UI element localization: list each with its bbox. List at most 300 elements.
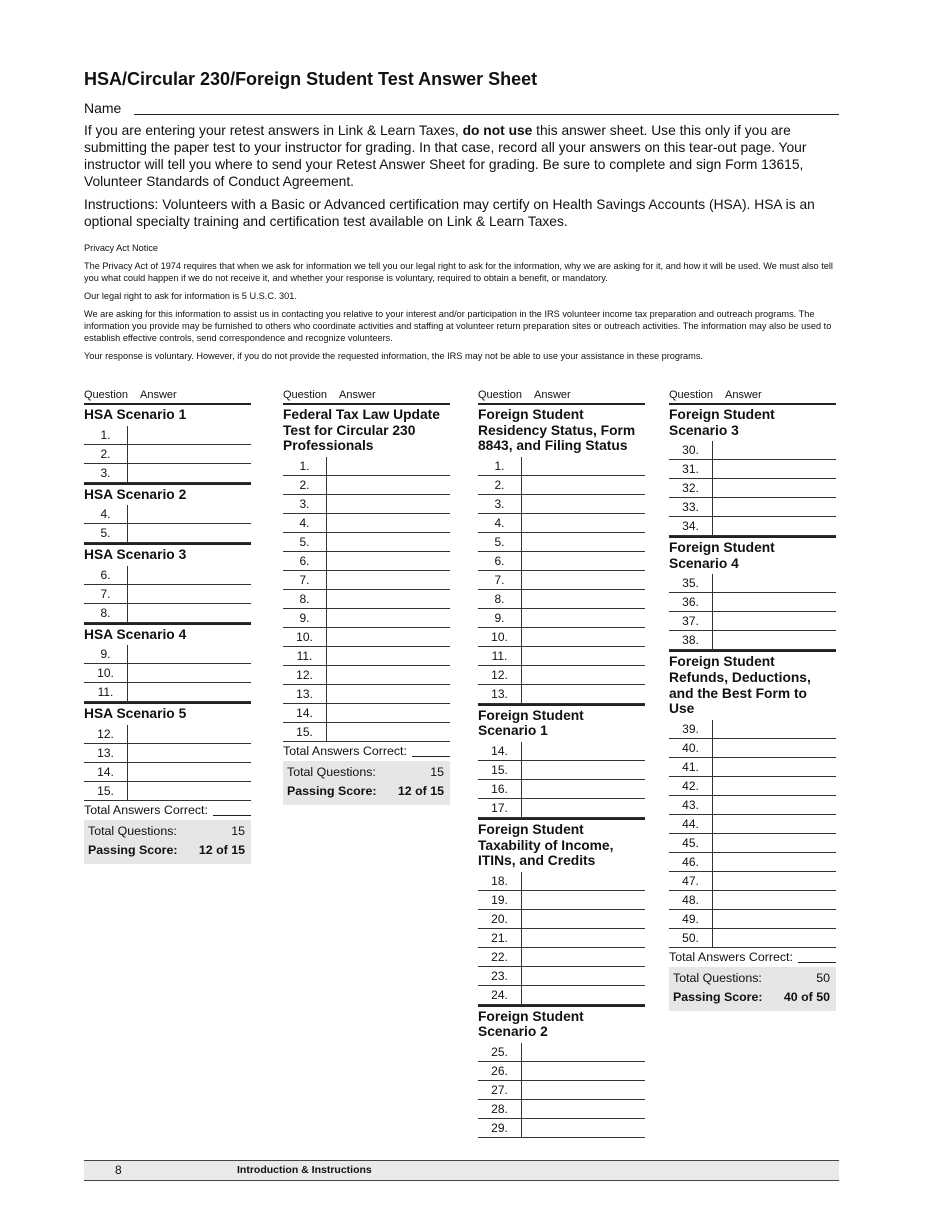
question-number: 8.: [84, 604, 128, 622]
answer-field[interactable]: [327, 552, 450, 570]
answer-row: [478, 1100, 645, 1119]
answer-field[interactable]: [713, 460, 836, 478]
answer-field[interactable]: [522, 457, 645, 475]
question-number: 12.: [84, 725, 128, 743]
answer-field[interactable]: [522, 929, 645, 947]
answer-field[interactable]: [713, 758, 836, 776]
question-number: 24.: [478, 986, 522, 1004]
answer-row: [669, 498, 836, 517]
question-number: 31.: [669, 460, 713, 478]
question-number: 4.: [283, 514, 327, 532]
question-number: 16.: [478, 780, 522, 798]
answer-field[interactable]: [522, 590, 645, 608]
answer-row: [478, 495, 645, 514]
answer-row: [84, 763, 251, 782]
answer-field[interactable]: [522, 685, 645, 703]
answer-field[interactable]: [327, 514, 450, 532]
answer-row: [478, 967, 645, 986]
answer-row: [478, 647, 645, 666]
answer-row: [478, 666, 645, 685]
question-number: 48.: [669, 891, 713, 909]
answer-row: [283, 495, 450, 514]
privacy-act-notice: [84, 242, 839, 368]
passing-score: [673, 988, 830, 1008]
question-number: 7.: [478, 571, 522, 589]
question-number: 1.: [283, 457, 327, 475]
passing-score-label: Passing Score:: [673, 990, 763, 1005]
answer-row: [84, 505, 251, 524]
answer-field[interactable]: [713, 631, 836, 649]
answer-field[interactable]: [128, 725, 251, 743]
answer-row: [84, 604, 251, 623]
answer-field[interactable]: [128, 445, 251, 463]
answer-field[interactable]: [128, 524, 251, 542]
answer-header: Answer: [339, 389, 376, 401]
question-number: 13.: [84, 744, 128, 762]
total-answers-correct-field[interactable]: [798, 962, 836, 963]
question-number: 36.: [669, 593, 713, 611]
answer-row: [84, 782, 251, 801]
section-title: Foreign Student Scenario 2: [478, 1008, 584, 1040]
answer-row: [478, 609, 645, 628]
question-number: 11.: [84, 683, 128, 701]
question-number: 5.: [283, 533, 327, 551]
answer-field[interactable]: [128, 464, 251, 482]
answer-section: [84, 702, 251, 801]
answer-field[interactable]: [522, 1043, 645, 1061]
privacy-paragraph: We are asking for this information to assist us in contacting you relative to your interest and/or participation in the IRS volunteer income tax preparation and outreach programs. The information you provide may be furnished to others who coordinate activities and staffing at volunteer return preparation sites or outreach activities. The information may also be used to establish effective controls, send correspondence and recognize volunteers.: [84, 309, 832, 343]
answer-field[interactable]: [713, 929, 836, 947]
answer-field[interactable]: [522, 910, 645, 928]
question-number: 19.: [478, 891, 522, 909]
total-answers-correct-label: Total Answers Correct:: [84, 802, 208, 817]
privacy-paragraph: The Privacy Act of 1974 requires that when we ask for information we tell you our legal right to ask for the information, why we are asking for it, and how it will be used. We must also tell you what could happen if we do not receive it, and whether your response is voluntary, required to obtain a benefit, or mandatory.: [84, 261, 833, 283]
answer-field[interactable]: [713, 815, 836, 833]
question-number: 27.: [478, 1081, 522, 1099]
answer-row: [478, 571, 645, 590]
question-number: 7.: [84, 585, 128, 603]
question-number: 45.: [669, 834, 713, 852]
name-field[interactable]: [134, 114, 839, 115]
section-title: Foreign Student Refunds, Deductions, and the Best Form to Use: [669, 654, 811, 717]
question-number: 6.: [283, 552, 327, 570]
answer-section: [84, 483, 251, 544]
section-title: Foreign Student Scenario 1: [478, 707, 584, 739]
answer-field[interactable]: [713, 441, 836, 459]
answer-field[interactable]: [713, 574, 836, 592]
answer-column-foreign-student-2: [669, 388, 836, 1011]
passing-score-label: Passing Score:: [88, 843, 178, 858]
question-number: 12.: [478, 666, 522, 684]
answer-row: [478, 799, 645, 818]
section-title: HSA Scenario 4: [84, 626, 187, 642]
answer-row: [669, 574, 836, 593]
answer-row: [283, 552, 450, 571]
question-number: 10.: [84, 664, 128, 682]
answer-row: [84, 426, 251, 445]
question-number: 8.: [283, 590, 327, 608]
answer-row: [283, 457, 450, 476]
question-number: 38.: [669, 631, 713, 649]
question-number: 22.: [478, 948, 522, 966]
question-header: Question: [84, 389, 129, 401]
answer-field[interactable]: [327, 571, 450, 589]
question-number: 1.: [84, 426, 128, 444]
instructions-paragraph: Instructions: Volunteers with a Basic or Advanced certification may certify on Health Savings Accounts (HSA). HSA is an optional specialty training and certification test available on Link & Learn Taxes.: [84, 197, 815, 229]
question-number: 34.: [669, 517, 713, 535]
answer-row: [478, 742, 645, 761]
answer-row: [669, 834, 836, 853]
answer-field[interactable]: [522, 780, 645, 798]
answer-row: [84, 725, 251, 744]
answer-row: [669, 460, 836, 479]
intro-text-end: this answer sheet. Use this only if you are submitting the paper test to your instructor for grading. In that case, record all your answers on this tear-out page. Your instructor will tell you where to send your Retest Answer Sheet for grading. Be sure to complete and sign Form 13615, Volunteer Standards of Conduct Agreement.: [84, 123, 807, 189]
total-questions: [673, 969, 830, 989]
question-number: 37.: [669, 612, 713, 630]
question-number: 15.: [478, 761, 522, 779]
question-number: 41.: [669, 758, 713, 776]
answer-field[interactable]: [713, 612, 836, 630]
question-number: 7.: [283, 571, 327, 589]
column-header: [478, 388, 645, 405]
answer-header: Answer: [140, 389, 177, 401]
answer-row: [283, 723, 450, 742]
answer-field[interactable]: [713, 910, 836, 928]
total-questions-value: 15: [430, 764, 444, 779]
answer-field[interactable]: [128, 604, 251, 622]
answer-row: [84, 524, 251, 543]
answer-field[interactable]: [713, 720, 836, 738]
question-number: 3.: [283, 495, 327, 513]
answer-field[interactable]: [522, 571, 645, 589]
question-number: 50.: [669, 929, 713, 947]
total-questions: [88, 822, 245, 842]
answer-header: Answer: [725, 389, 762, 401]
question-number: 8.: [478, 590, 522, 608]
answer-field[interactable]: [522, 986, 645, 1004]
question-number: 40.: [669, 739, 713, 757]
question-number: 9.: [478, 609, 522, 627]
total-answers-correct: [84, 801, 251, 820]
answer-field[interactable]: [522, 872, 645, 890]
answer-field[interactable]: [327, 628, 450, 646]
answer-field[interactable]: [522, 476, 645, 494]
answer-row: [478, 1062, 645, 1081]
answer-field[interactable]: [522, 1081, 645, 1099]
answer-row: [84, 744, 251, 763]
answer-row: [283, 476, 450, 495]
answer-field[interactable]: [327, 533, 450, 551]
question-number: 42.: [669, 777, 713, 795]
answer-row: [283, 628, 450, 647]
answer-field[interactable]: [522, 552, 645, 570]
column-header: [669, 388, 836, 405]
answer-row: [669, 517, 836, 536]
answer-field[interactable]: [128, 683, 251, 701]
answer-row: [669, 777, 836, 796]
answer-field[interactable]: [128, 566, 251, 584]
answer-row: [283, 514, 450, 533]
column-header: [84, 388, 251, 405]
answer-row: [84, 664, 251, 683]
question-number: 1.: [478, 457, 522, 475]
question-number: 25.: [478, 1043, 522, 1061]
answer-row: [669, 929, 836, 948]
answer-field[interactable]: [327, 476, 450, 494]
question-number: 5.: [478, 533, 522, 551]
total-questions-value: 15: [231, 823, 245, 838]
answer-row: [478, 986, 645, 1005]
answer-field[interactable]: [128, 664, 251, 682]
answer-section: [478, 1005, 645, 1138]
section-title: Foreign Student Scenario 4: [669, 540, 775, 571]
answer-row: [84, 445, 251, 464]
answer-row: [283, 647, 450, 666]
question-number: 13.: [478, 685, 522, 703]
passing-score: [88, 841, 245, 861]
question-number: 39.: [669, 720, 713, 738]
answer-row: [478, 1081, 645, 1100]
question-header: Question: [478, 389, 523, 401]
answer-row: [669, 910, 836, 929]
answer-field[interactable]: [128, 585, 251, 603]
question-number: 17.: [478, 799, 522, 817]
page-footer: [84, 1160, 839, 1181]
answer-field[interactable]: [713, 479, 836, 497]
answer-section: [669, 650, 836, 947]
answer-row: [669, 479, 836, 498]
answer-row: [669, 853, 836, 872]
answer-row: [478, 891, 645, 910]
total-answers-correct-field[interactable]: [213, 815, 251, 816]
column-header: [283, 388, 450, 405]
answer-row: [283, 704, 450, 723]
name-label: Name: [84, 100, 122, 116]
question-number: 23.: [478, 967, 522, 985]
answer-row: [669, 593, 836, 612]
passing-score-value: 12 of 15: [397, 784, 444, 799]
answer-field[interactable]: [327, 704, 450, 722]
answer-column-foreign-student-1: [478, 388, 645, 1138]
question-number: 44.: [669, 815, 713, 833]
total-questions-label: Total Questions:: [673, 970, 762, 985]
answer-row: [478, 948, 645, 967]
answer-section: [478, 818, 645, 1005]
question-number: 3.: [84, 464, 128, 482]
total-answers-correct-field[interactable]: [412, 756, 450, 757]
answer-field[interactable]: [327, 609, 450, 627]
answer-section: [84, 543, 251, 623]
answer-field[interactable]: [522, 967, 645, 985]
question-number: 18.: [478, 872, 522, 890]
name-row: [84, 99, 839, 117]
section-title: Foreign Student Scenario 3: [669, 407, 775, 438]
question-number: 11.: [478, 647, 522, 665]
answer-row: [84, 645, 251, 664]
answer-row: [84, 566, 251, 585]
question-number: 10.: [478, 628, 522, 646]
answer-field[interactable]: [128, 744, 251, 762]
question-number: 6.: [84, 566, 128, 584]
answer-field[interactable]: [522, 647, 645, 665]
privacy-title: Privacy Act Notice: [84, 243, 159, 253]
passing-score-label: Passing Score:: [287, 784, 377, 799]
answer-field[interactable]: [713, 891, 836, 909]
page-title: HSA/Circular 230/Foreign Student Test Answer Sheet: [84, 69, 538, 89]
answer-field[interactable]: [713, 796, 836, 814]
question-number: 30.: [669, 441, 713, 459]
answer-row: [669, 631, 836, 650]
answer-field[interactable]: [522, 799, 645, 817]
answer-field[interactable]: [327, 685, 450, 703]
answer-row: [669, 758, 836, 777]
answer-column-hsa: [84, 388, 251, 864]
answer-row: [478, 590, 645, 609]
answer-field[interactable]: [522, 1062, 645, 1080]
answer-row: [478, 910, 645, 929]
answer-field[interactable]: [327, 590, 450, 608]
answer-field[interactable]: [713, 517, 836, 535]
answer-row: [283, 590, 450, 609]
answer-field[interactable]: [522, 628, 645, 646]
answer-field[interactable]: [327, 723, 450, 741]
answer-field[interactable]: [713, 853, 836, 871]
section-title: Federal Tax Law Update Test for Circular 230 Professionals: [283, 407, 440, 454]
answer-row: [669, 872, 836, 891]
answer-row: [478, 457, 645, 476]
question-number: 2.: [478, 476, 522, 494]
total-answers-correct-label: Total Answers Correct:: [283, 743, 407, 758]
answer-field[interactable]: [522, 1119, 645, 1137]
answer-field[interactable]: [327, 457, 450, 475]
answer-field[interactable]: [522, 761, 645, 779]
answer-row: [84, 683, 251, 702]
section-title: HSA Scenario 2: [84, 486, 187, 502]
question-number: 15.: [84, 782, 128, 800]
total-answers-correct: [283, 742, 450, 761]
answer-field[interactable]: [522, 514, 645, 532]
total-questions-value: 50: [816, 970, 830, 985]
answer-field[interactable]: [713, 872, 836, 890]
footer-section-title: Introduction & Instructions: [237, 1164, 372, 1176]
answer-row: [283, 609, 450, 628]
answer-row: [669, 441, 836, 460]
total-questions-label: Total Questions:: [88, 823, 177, 838]
answer-row: [478, 780, 645, 799]
answer-field[interactable]: [713, 593, 836, 611]
score-summary: [669, 948, 836, 1011]
score-summary: [283, 742, 450, 805]
answer-field[interactable]: [128, 763, 251, 781]
answer-column-circular-230: [283, 388, 450, 805]
answer-field[interactable]: [128, 782, 251, 800]
question-header: Question: [283, 389, 328, 401]
answer-row: [478, 533, 645, 552]
question-number: 5.: [84, 524, 128, 542]
answer-row: [478, 685, 645, 704]
answer-row: [478, 929, 645, 948]
intro-bold-text: do not use: [462, 123, 533, 138]
answer-section: [84, 405, 251, 483]
total-questions: [287, 763, 444, 783]
answer-row: [478, 872, 645, 891]
answer-row: [669, 612, 836, 631]
answer-row: [669, 720, 836, 739]
answer-field[interactable]: [327, 666, 450, 684]
answer-field[interactable]: [522, 948, 645, 966]
passing-score-value: 40 of 50: [783, 990, 830, 1005]
section-title: HSA Scenario 5: [84, 706, 187, 722]
section-title: Foreign Student Taxability of Income, ITINs, and Credits: [478, 821, 614, 869]
answer-field[interactable]: [522, 533, 645, 551]
answer-field[interactable]: [327, 647, 450, 665]
question-number: 14.: [84, 763, 128, 781]
answer-row: [669, 796, 836, 815]
privacy-paragraph: Your response is voluntary. However, if you do not provide the requested information, the IRS may not be able to use your assistance in these programs.: [84, 351, 703, 361]
question-number: 43.: [669, 796, 713, 814]
question-number: 12.: [283, 666, 327, 684]
answer-field[interactable]: [522, 495, 645, 513]
answer-field[interactable]: [128, 505, 251, 523]
answer-field[interactable]: [522, 1100, 645, 1118]
answer-field[interactable]: [522, 609, 645, 627]
answer-section: [669, 405, 836, 536]
score-summary: [84, 801, 251, 864]
question-number: 9.: [84, 645, 128, 663]
question-number: 28.: [478, 1100, 522, 1118]
answer-field[interactable]: [522, 742, 645, 760]
score-box: [84, 820, 251, 864]
question-number: 11.: [283, 647, 327, 665]
answer-section: [669, 536, 836, 650]
question-number: 2.: [84, 445, 128, 463]
question-header: Question: [669, 389, 714, 401]
question-number: 29.: [478, 1119, 522, 1137]
answer-row: [283, 571, 450, 590]
question-number: 20.: [478, 910, 522, 928]
question-number: 9.: [283, 609, 327, 627]
answer-field[interactable]: [713, 777, 836, 795]
answer-section: [478, 405, 645, 704]
answer-field[interactable]: [128, 645, 251, 663]
answer-row: [478, 476, 645, 495]
question-number: 21.: [478, 929, 522, 947]
answer-field[interactable]: [327, 495, 450, 513]
total-answers-correct-label: Total Answers Correct:: [669, 949, 793, 964]
answer-field[interactable]: [522, 666, 645, 684]
answer-row: [283, 685, 450, 704]
answer-row: [478, 1119, 645, 1138]
section-title: Foreign Student Residency Status, Form 8843, and Filing Status: [478, 407, 636, 454]
answer-row: [478, 628, 645, 647]
answer-field[interactable]: [713, 834, 836, 852]
question-number: 26.: [478, 1062, 522, 1080]
answer-section: [478, 704, 645, 818]
answer-row: [478, 1043, 645, 1062]
question-number: 32.: [669, 479, 713, 497]
answer-row: [669, 815, 836, 834]
answer-field[interactable]: [522, 891, 645, 909]
answer-row: [84, 585, 251, 604]
answer-field[interactable]: [713, 739, 836, 757]
question-number: 14.: [478, 742, 522, 760]
answer-row: [478, 514, 645, 533]
answer-row: [478, 761, 645, 780]
question-number: 14.: [283, 704, 327, 722]
answer-row: [283, 666, 450, 685]
answer-field[interactable]: [713, 498, 836, 516]
answer-field[interactable]: [128, 426, 251, 444]
